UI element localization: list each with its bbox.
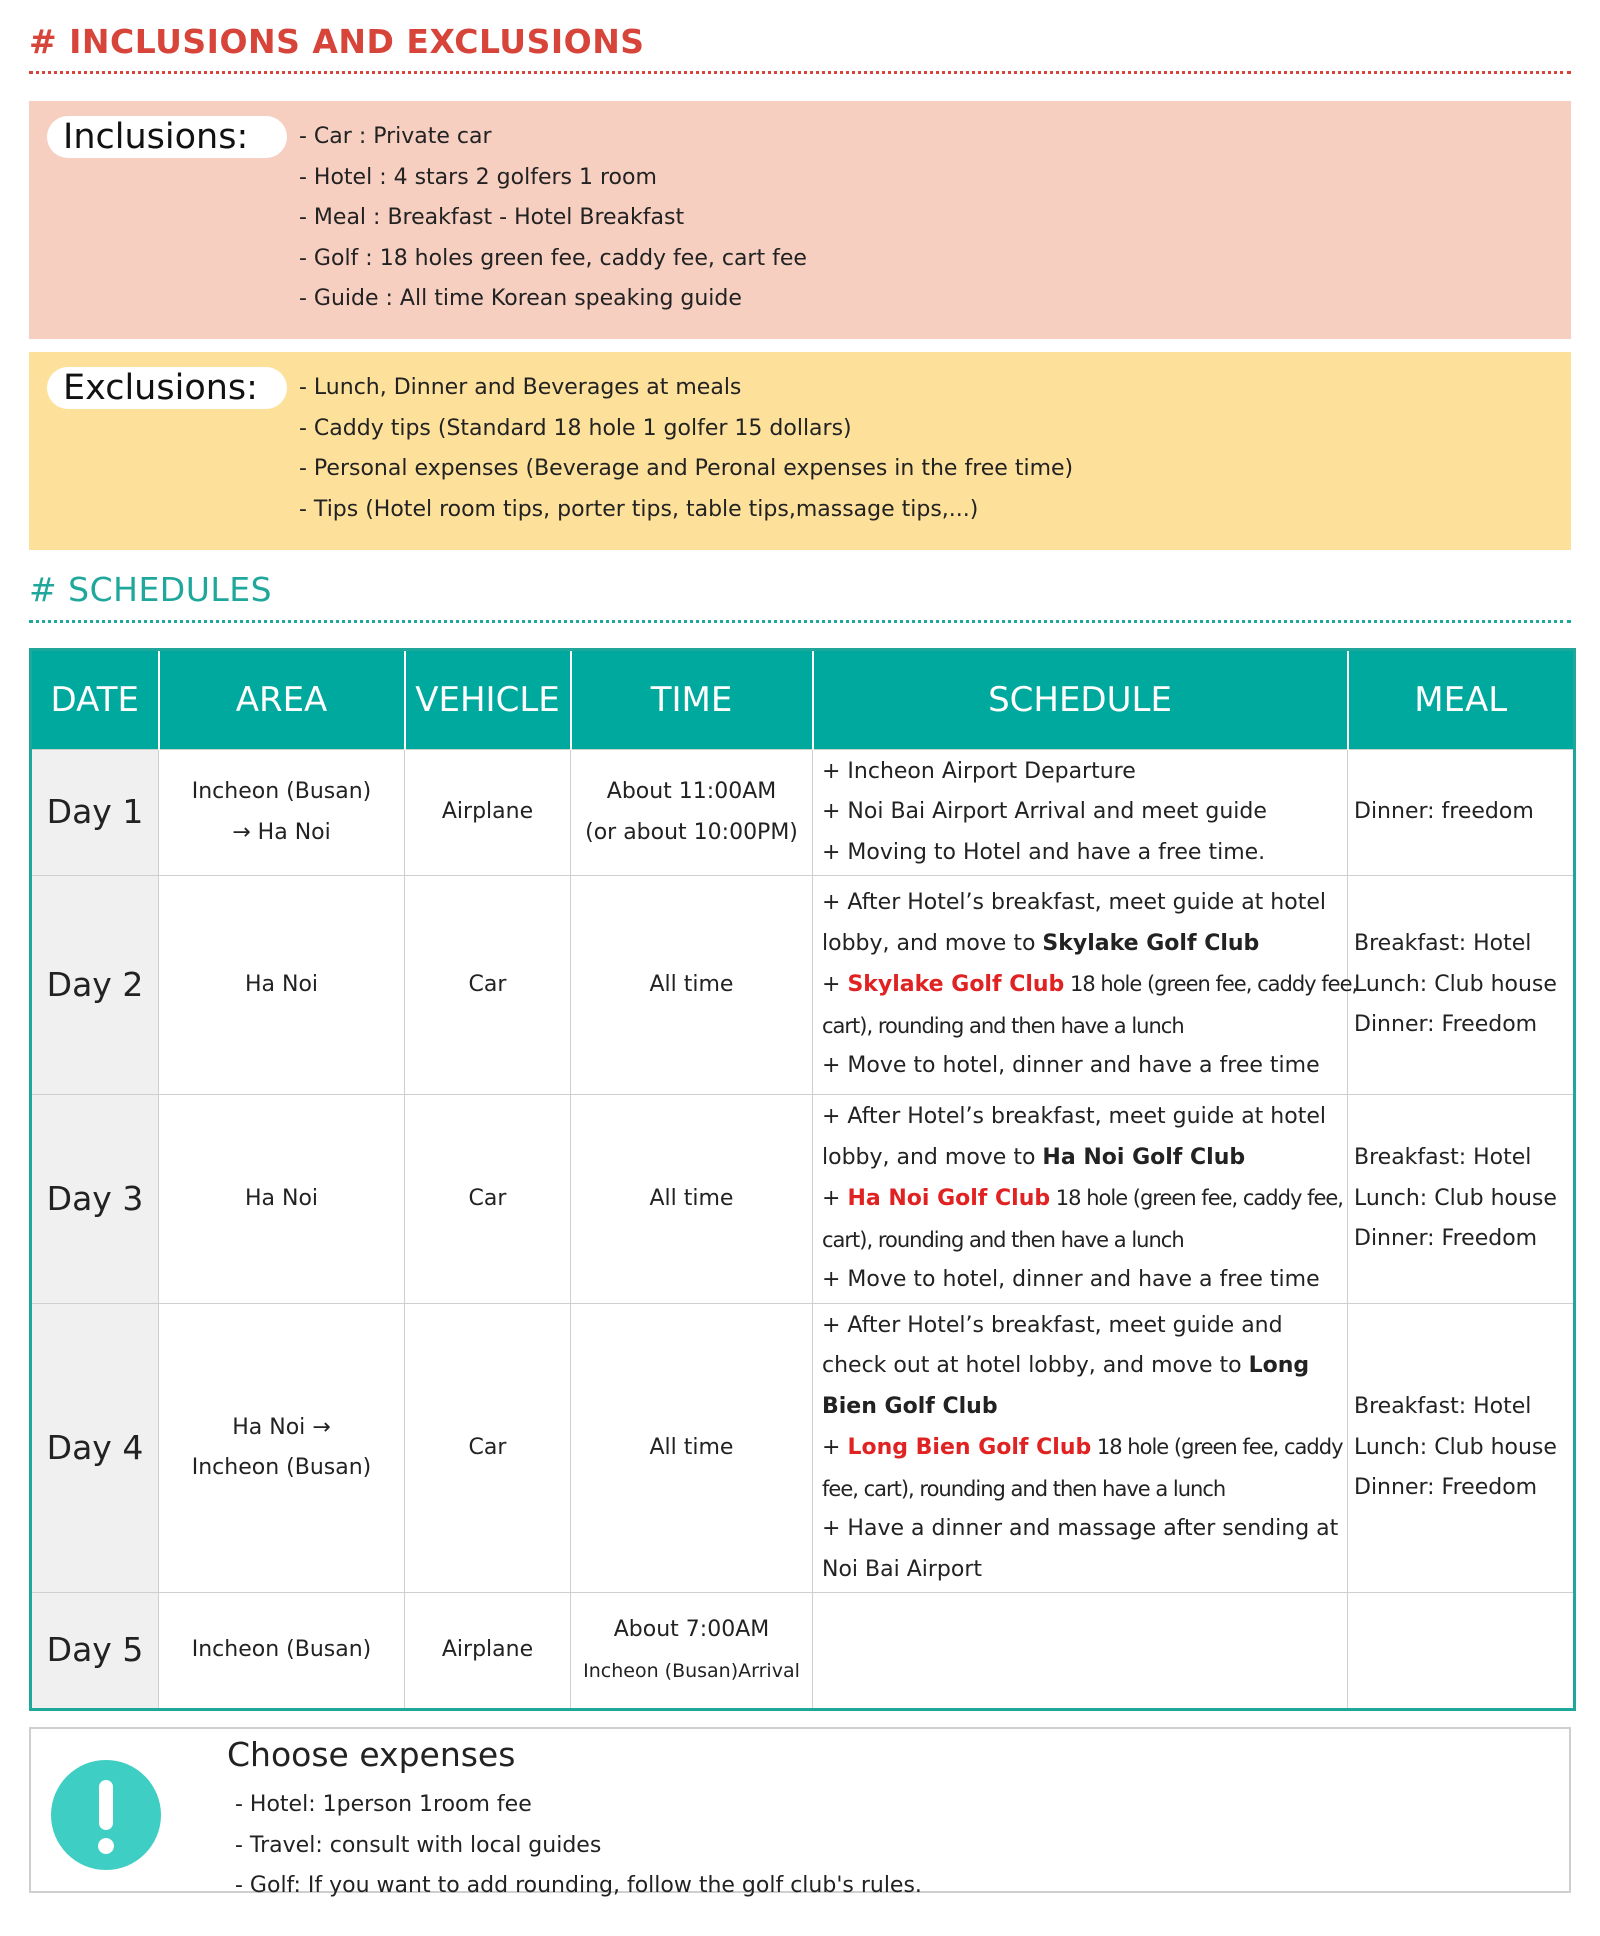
list-item: - Lunch, Dinner and Beverages at meals (299, 375, 742, 400)
area-line: → Ha Noi (232, 819, 331, 845)
golf-club-name: Long (1248, 1353, 1310, 1379)
meal-line: Breakfast: Hotel (1354, 931, 1532, 957)
meal-cell (1348, 1593, 1575, 1710)
day-cell: Day 2 (31, 876, 159, 1095)
day-cell: Day 1 (31, 750, 159, 876)
golf-club-highlight: Skylake Golf Club (847, 972, 1065, 998)
meal-line: Dinner: Freedom (1354, 1475, 1538, 1501)
day-cell: Day 3 (31, 1095, 159, 1304)
time-cell (571, 1095, 813, 1304)
exclamation-icon (51, 1760, 161, 1870)
column-header-schedule: SCHEDULE (813, 650, 1348, 750)
meal-cell (1348, 1304, 1575, 1593)
time-line: All time (649, 1185, 734, 1211)
area-cell (159, 876, 405, 1095)
meal-cell (1348, 1095, 1575, 1304)
column-header-meal: MEAL (1348, 650, 1575, 750)
time-line: (or about 10:00PM) (585, 819, 798, 845)
inclusions-exclusions-heading: # INCLUSIONS AND EXCLUSIONS (29, 22, 645, 61)
meal-line: Dinner: Freedom (1354, 1226, 1538, 1252)
schedule-cell (813, 1304, 1348, 1593)
meal-line: Breakfast: Hotel (1354, 1145, 1532, 1171)
column-header-area: AREA (159, 650, 405, 750)
schedule-line: cart), rounding and then have a lunch (822, 1227, 1184, 1252)
schedule-line: + After Hotel’s breakfast, meet guide and (822, 1312, 1283, 1338)
list-item: - Caddy tips (Standard 18 hole 1 golfer 15 dollars) (299, 415, 852, 441)
choose-expenses-notice (29, 1727, 1571, 1898)
area-line: Incheon (Busan) (191, 1637, 372, 1663)
schedule-cell (813, 1095, 1348, 1304)
day-cell: Day 4 (31, 1304, 159, 1593)
vehicle-cell: Car (405, 1304, 571, 1593)
table-row (31, 750, 1575, 876)
area-line: Ha Noi (244, 1185, 319, 1211)
schedule-line: + Noi Bai Airport Arrival and meet guide (822, 799, 1267, 825)
list-item: - Hotel : 4 stars 2 golfers 1 room (299, 164, 657, 190)
time-cell (571, 876, 813, 1095)
area-line: Ha Noi (244, 971, 319, 997)
schedule-line: + Skylake Golf Club 18 hole (green fee, caddy fee, (822, 972, 1358, 998)
schedule-line: + Moving to Hotel and have a free time. (822, 839, 1266, 865)
golf-club-name: Ha Noi Golf Club (1042, 1144, 1246, 1170)
table-header-row (31, 650, 1575, 750)
meal-line: Lunch: Club house (1354, 1185, 1557, 1211)
area-cell (159, 1304, 405, 1593)
golf-club-highlight: Long Bien Golf Club (847, 1435, 1092, 1461)
inclusions-label: Inclusions: (47, 116, 287, 158)
notice-list (235, 1785, 922, 1907)
table-row (31, 1304, 1575, 1593)
time-cell (571, 1304, 813, 1593)
notice-title: Choose expenses (227, 1735, 516, 1774)
column-header-time: TIME (571, 650, 813, 750)
time-line: About 7:00AM (613, 1617, 770, 1642)
golf-club-name: Skylake Golf Club (1042, 930, 1260, 956)
area-line: Ha Noi → (232, 1414, 331, 1440)
time-cell (571, 1593, 813, 1710)
time-cell (571, 750, 813, 876)
schedule-line: check out at hotel lobby, and move to Long (822, 1353, 1310, 1379)
exclusions-box (29, 352, 1571, 550)
list-item: - Golf : 18 holes green fee, caddy fee, cart fee (299, 245, 807, 271)
area-line: Incheon (Busan) (191, 1455, 372, 1480)
schedule-line: + Move to hotel, dinner and have a free time (822, 1267, 1320, 1293)
schedule-line: + After Hotel’s breakfast, meet guide at hotel (822, 1104, 1326, 1130)
inclusions-list (299, 117, 807, 320)
vehicle-cell: Airplane (405, 1593, 571, 1710)
schedule-line: lobby, and move to Skylake Golf Club (822, 930, 1260, 956)
meal-line: Lunch: Club house (1354, 1434, 1557, 1460)
schedules-heading: # SCHEDULES (29, 570, 273, 609)
time-line: All time (649, 1434, 734, 1460)
list-item: - Guide : All time Korean speaking guide (299, 286, 742, 311)
list-item: - Car : Private car (299, 124, 492, 149)
table-row (31, 1593, 1575, 1710)
list-item: - Meal : Breakfast - Hotel Breakfast (299, 205, 685, 230)
meal-line: Breakfast: Hotel (1354, 1394, 1532, 1420)
area-cell (159, 1593, 405, 1710)
list-item: - Tips (Hotel room tips, porter tips, table tips,massage tips,...) (299, 496, 979, 522)
inclusions-box (29, 101, 1571, 339)
vehicle-cell: Airplane (405, 750, 571, 876)
list-item: - Golf: If you want to add rounding, follow the golf club's rules. (235, 1873, 922, 1898)
column-header-date: DATE (31, 650, 159, 750)
meal-line: Dinner: freedom (1354, 799, 1534, 825)
schedule-line: + Move to hotel, dinner and have a free time (822, 1053, 1320, 1079)
schedule-table (29, 648, 1576, 1711)
schedule-line: + Long Bien Golf Club 18 hole (green fee, caddy (822, 1435, 1343, 1461)
area-line: Incheon (Busan) (191, 779, 372, 804)
area-cell (159, 1095, 405, 1304)
area-cell (159, 750, 405, 876)
schedules-divider (29, 620, 1571, 623)
schedule-line: + Have a dinner and massage after sending at (822, 1516, 1339, 1542)
table-row (31, 876, 1575, 1095)
schedule-line: lobby, and move to Ha Noi Golf Club (822, 1144, 1246, 1170)
time-line: Incheon (Busan)Arrival (583, 1659, 800, 1682)
schedule-cell (813, 1593, 1348, 1710)
meal-cell (1348, 876, 1575, 1095)
time-line: About 11:00AM (606, 779, 777, 804)
meal-cell (1348, 750, 1575, 876)
schedule-line: Bien Golf Club (822, 1393, 998, 1419)
day-cell: Day 5 (31, 1593, 159, 1710)
exclusions-label: Exclusions: (47, 367, 287, 409)
vehicle-cell: Car (405, 876, 571, 1095)
heading-divider (29, 71, 1571, 74)
golf-club-highlight: Ha Noi Golf Club (847, 1186, 1051, 1212)
schedule-line: + After Hotel’s breakfast, meet guide at hotel (822, 890, 1326, 916)
meal-line: Lunch: Club house (1354, 971, 1557, 997)
schedule-line: + Incheon Airport Departure (822, 758, 1136, 784)
schedule-cell (813, 876, 1358, 1095)
schedule-line: + Ha Noi Golf Club 18 hole (green fee, caddy fee, (822, 1186, 1343, 1212)
table-row (31, 1095, 1575, 1304)
exclusions-list (299, 368, 1073, 530)
list-item: - Hotel: 1person 1room fee (235, 1792, 532, 1817)
list-item: - Travel: consult with local guides (235, 1832, 602, 1858)
column-header-vehicle: VEHICLE (405, 650, 571, 750)
schedule-line: fee, cart), rounding and then have a lunch (822, 1476, 1226, 1501)
time-line: All time (649, 971, 734, 997)
schedule-line: Noi Bai Airport (822, 1556, 983, 1582)
list-item: - Personal expenses (Beverage and Peronal expenses in the free time) (299, 456, 1074, 481)
schedule-line: cart), rounding and then have a lunch (822, 1013, 1184, 1038)
meal-line: Dinner: Freedom (1354, 1012, 1538, 1038)
schedule-cell (813, 750, 1348, 876)
vehicle-cell: Car (405, 1095, 571, 1304)
